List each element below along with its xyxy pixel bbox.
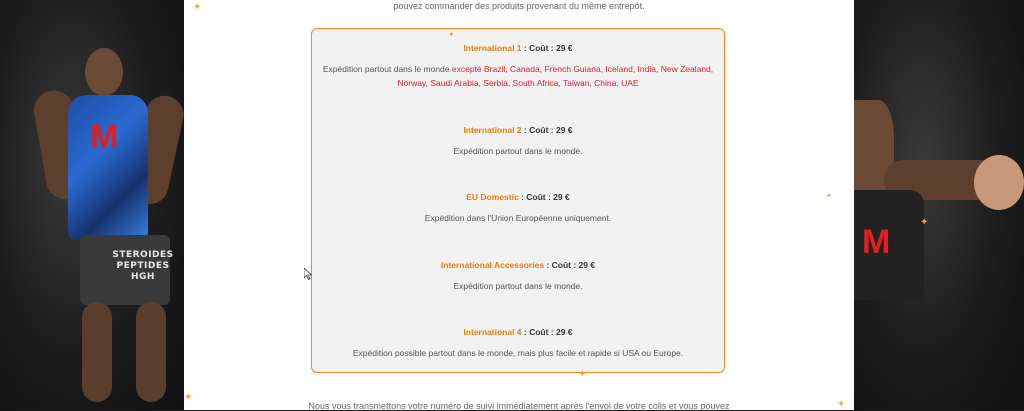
athlete-image-right	[854, 100, 1024, 300]
shipping-option-description: Expédition dans l'Union Européenne uniquement.	[424, 213, 612, 223]
shipping-options-box	[311, 28, 725, 373]
shipping-option-name: International 1	[463, 43, 522, 53]
shipping-option-cost: : Coût : 29 €	[518, 192, 570, 202]
mouse-cursor-icon	[304, 268, 312, 280]
athlete-image-left	[40, 40, 180, 410]
sparkle-icon: ✦	[193, 2, 202, 13]
sparkle-icon: ✦	[184, 392, 193, 403]
shipping-option-name: International Accessories	[440, 260, 545, 270]
sparkle-icon: ✦	[826, 193, 832, 200]
shipping-option-cost: : Coût : 29 €	[521, 125, 573, 135]
sparkle-icon: ✦	[837, 399, 846, 410]
shipping-option-cost: : Coût : 29 €	[521, 327, 573, 337]
shipping-option	[312, 192, 724, 225]
shipping-option-description: Expédition partout dans le monde.	[453, 281, 583, 291]
intro-text: pouvez commander des produits provenant du même entrepôt.	[393, 1, 645, 11]
shipping-option	[312, 125, 724, 158]
excluded-countries-text: excepté Brazil, Canada, French Guiana, Iceland, India, New Zealand, Norway, Saudi Arabia, Serbia, South Africa, Taiwan, China, UAE	[397, 64, 714, 88]
shipping-option-title	[312, 327, 724, 337]
sparkle-icon: ✦	[448, 30, 455, 39]
description-text: Expédition partout dans le monde	[322, 64, 452, 74]
shipping-option-title	[312, 260, 724, 270]
shipping-option-name: International 2	[463, 125, 522, 135]
shipping-option-cost: : Coût : 29 €	[544, 260, 596, 270]
brand-m-logo: M	[862, 223, 891, 261]
shipping-option-name: EU Domestic	[466, 192, 519, 202]
shipping-option-name: International 4	[463, 327, 522, 337]
shipping-option-description: Expédition partout dans le monde.	[453, 146, 583, 156]
shipping-option-cost: : Coût : 29 €	[521, 43, 573, 53]
shipping-option-title	[312, 192, 724, 202]
shipping-option-title	[312, 125, 724, 135]
shipping-option	[312, 327, 724, 360]
brand-m-logo: M	[90, 118, 119, 156]
shorts-print-text: STEROIDES PEPTIDES HGH	[112, 250, 174, 282]
shipping-option-title	[312, 43, 724, 53]
footer-text: Nous vous transmettons votre numéro de suivi immédiatement après l'envoi de votre colis et vous pouvez	[308, 401, 730, 411]
shipping-option	[312, 43, 724, 90]
shipping-option	[312, 260, 724, 293]
sparkle-icon: ✦	[920, 217, 929, 228]
main-content	[184, 0, 854, 410]
shipping-option-description	[312, 62, 724, 90]
sparkle-icon: ✦	[578, 369, 587, 380]
shipping-option-description: Expédition possible partout dans le monde, mais plus facile et rapide si USA ou Europe.	[352, 348, 684, 358]
